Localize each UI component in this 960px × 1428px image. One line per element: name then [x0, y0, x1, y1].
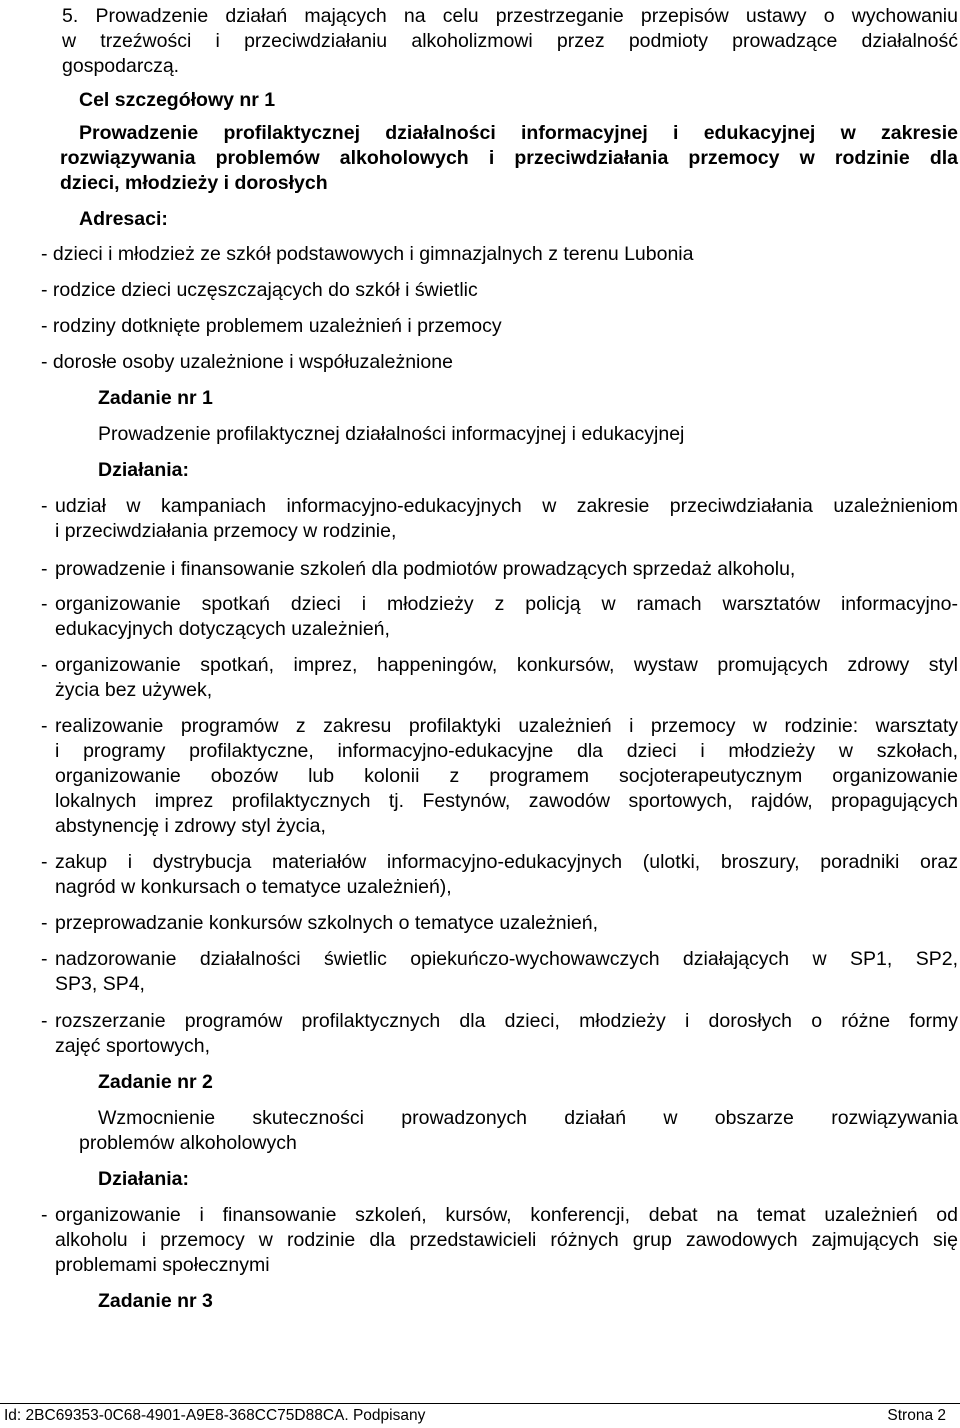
footer-document-id: Id: 2BC69353-0C68-4901-A9E8-368CC75D88CA. Podpisany: [4, 1407, 426, 1424]
action-item: - realizowanie programów z zakresu profilaktyki uzależnień i przemocy w rodzinie: warsztaty i programy profilaktyczne, informacyjno-edukacyjne dla dzieci i młodzieży w szkołach, organizowanie obozów lub kolonii z programem socjoterapeutycznym organizowanie lokalnych imprez profilaktycznych tj. Festynów, zawodów sportowych, rajdów, propagujących abstynencję i zdrowy styl życia,: [41, 715, 958, 837]
goal-desc-line-2: rozwiązywania problemów alkoholowych i przeciwdziałania przemocy w rodzinie dla: [60, 147, 958, 169]
action-item: - organizowanie i finansowanie szkoleń, kursów, konferencji, debat na temat uzależnień od alkoholu i przemocy w rodzinie dla przedstawicieli różnych grup zawodowych zajmujących się problemami społecznymi: [41, 1204, 958, 1276]
task2-actions-label: Działania:: [98, 1168, 190, 1190]
footer-page-number: Strona 2: [887, 1407, 946, 1424]
task2-desc-line-2: problemów alkoholowych: [79, 1132, 297, 1154]
recipients-label: Adresaci:: [79, 208, 168, 230]
section-heading-line-2: w trzeźwości i przeciwdziałaniu alkoholizmowi przez podmioty prowadzące działalność: [62, 30, 958, 52]
recipient-item: - rodzice dzieci uczęszczających do szkół i świetlic: [41, 279, 478, 301]
action-item: - prowadzenie i finansowanie szkoleń dla podmiotów prowadzących sprzedaż alkoholu,: [41, 558, 796, 580]
task2-title: Zadanie nr 2: [98, 1071, 213, 1093]
section-heading-line-3: gospodarczą.: [62, 55, 180, 77]
footer-divider: [0, 1403, 960, 1404]
recipient-item: - rodziny dotknięte problemem uzależnień i przemocy: [41, 315, 502, 337]
task3-title: Zadanie nr 3: [98, 1290, 213, 1312]
action-item: - nadzorowanie działalności świetlic opiekuńczo-wychowawczych działających w SP1, SP2, SP3, SP4,: [41, 948, 958, 995]
task1-actions-label: Działania:: [98, 459, 190, 481]
action-item: - rozszerzanie programów profilaktycznych dla dzieci, młodzieży i dorosłych o różne formy zajęć sportowych,: [41, 1010, 958, 1057]
section-heading-line-1: 5. Prowadzenie działań mających na celu przestrzeganie przepisów ustawy o wychowaniu: [62, 5, 958, 27]
action-item: - organizowanie spotkań, imprez, happeningów, konkursów, wystaw promujących zdrowy styl życia bez używek,: [41, 654, 958, 701]
recipient-item: - dzieci i młodzież ze szkół podstawowych i gimnazjalnych z terenu Lubonia: [41, 243, 694, 265]
task1-title: Zadanie nr 1: [98, 387, 213, 409]
task1-desc: Prowadzenie profilaktycznej działalności informacyjnej i edukacyjnej: [98, 423, 685, 445]
action-item: - zakup i dystrybucja materiałów informacyjno-edukacyjnych (ulotki, broszury, poradniki oraz nagród w konkursach o tematyce uzależnień),: [41, 851, 958, 898]
recipient-item: - dorosłe osoby uzależnione i współuzależnione: [41, 351, 453, 373]
goal-title: Cel szczegółowy nr 1: [79, 89, 276, 111]
goal-desc-line-1: Prowadzenie profilaktycznej działalności informacyjnej i edukacyjnej w zakresie: [79, 122, 958, 144]
goal-desc-line-3: dzieci, młodzieży i dorosłych: [60, 172, 328, 194]
action-item: - przeprowadzanie konkursów szkolnych o tematyce uzależnień,: [41, 912, 599, 934]
action-item: - organizowanie spotkań dzieci i młodzieży z policją w ramach warsztatów informacyjno- edukacyjnych dotyczących uzależnień,: [41, 593, 958, 640]
task2-desc-line-1: Wzmocnienie skuteczności prowadzonych działań w obszarze rozwiązywania: [98, 1107, 958, 1129]
action-item: - udział w kampaniach informacyjno-edukacyjnych w zakresie przeciwdziałania uzależnieniom i przeciwdziałania przemocy w rodzinie,: [41, 495, 958, 542]
